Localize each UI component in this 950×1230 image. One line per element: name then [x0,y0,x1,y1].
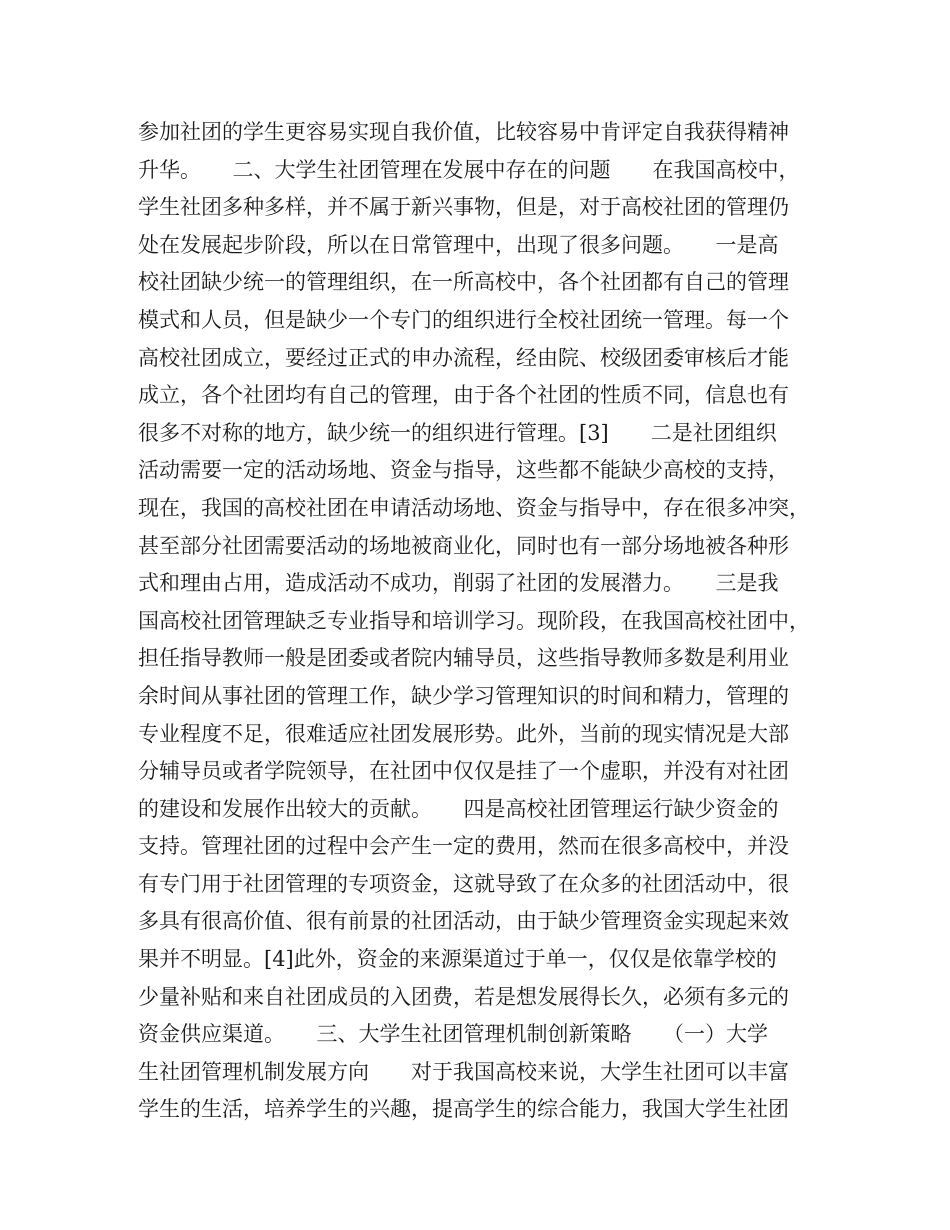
text-line: 升华。 二、大学生社团管理在发展中存在的问题 在我国高校中， [138,157,800,182]
text-line: 很多不对称的地方，缺少统一的组织进行管理。[3] 二是社团组织 [138,420,777,445]
text-line: 余时间从事社团的管理工作，缺少学习管理知识的时间和精力，管理的 [138,683,789,708]
text-line: 分辅导员或者学院领导，在社团中仅仅是挂了一个虚职，并没有对社团 [138,759,789,784]
text-line: 生社团管理机制发展方向 对于我国高校来说，大学生社团可以丰富 [138,1059,789,1084]
text-line: 支持。管理社团的过程中会产生一定的费用，然而在很多高校中，并没 [138,834,789,859]
text-line: 国高校社团管理缺乏专业指导和培训学习。现阶段，在我国高校社团中， [138,608,810,633]
text-line: 高校社团成立，要经过正式的申办流程，经由院、校级团委审核后才能 [138,345,789,370]
text-line: 现在，我国的高校社团在申请活动场地、资金与指导中，存在很多冲突， [138,495,810,520]
text-line: 担任指导教师一般是团委或者院内辅导员，这些指导教师多数是利用业 [138,646,789,671]
text-line: 有专门用于社团管理的专项资金，这就导致了在众多的社团活动中，很 [138,871,789,896]
text-line: 学生社团多种多样，并不属于新兴事物，但是，对于高校社团的管理仍 [138,195,789,220]
text-line: 甚至部分社团需要活动的场地被商业化，同时也有一部分场地被各种形 [138,533,789,558]
text-line: 活动需要一定的活动场地、资金与指导，这些都不能缺少高校的支持， [138,458,789,483]
text-line: 专业程度不足，很难适应社团发展形势。此外，当前的现实情况是大部 [138,721,789,746]
text-line: 处在发展起步阶段，所以在日常管理中，出现了很多问题。 一是高 [138,232,779,257]
text-line: 的建设和发展作出较大的贡献。 四是高校社团管理运行缺少资金的 [138,796,779,821]
text-line: 少量补贴和来自社团成员的入团费，若是想发展得长久，必须有多元的 [138,984,789,1009]
text-line: 参加社团的学生更容易实现自我价值，比较容易中肯评定自我获得精神 [138,120,789,144]
body-text [138,114,828,1129]
text-line: 多具有很高价值、很有前景的社团活动，由于缺少管理资金实现起来效 [138,909,789,934]
text-line: 模式和人员，但是缺少一个专门的组织进行全校社团统一管理。每一个 [138,307,789,332]
text-line: 校社团缺少统一的管理组织，在一所高校中，各个社团都有自己的管理 [138,270,789,295]
text-line: 学生的生活，培养学生的兴趣，提高学生的综合能力，我国大学生社团 [138,1097,789,1122]
text-line: 资金供应渠道。 三、大学生社团管理机制创新策略 （一）大学 [138,1022,768,1047]
text-line: 果并不明显。[4]此外，资金的来源渠道过于单一，仅仅是依靠学校的 [138,947,777,972]
text-line: 式和理由占用，造成活动不成功，削弱了社团的发展潜力。 三是我 [138,571,779,596]
text-line: 成立，各个社团均有自己的管理，由于各个社团的性质不同，信息也有 [138,383,789,408]
